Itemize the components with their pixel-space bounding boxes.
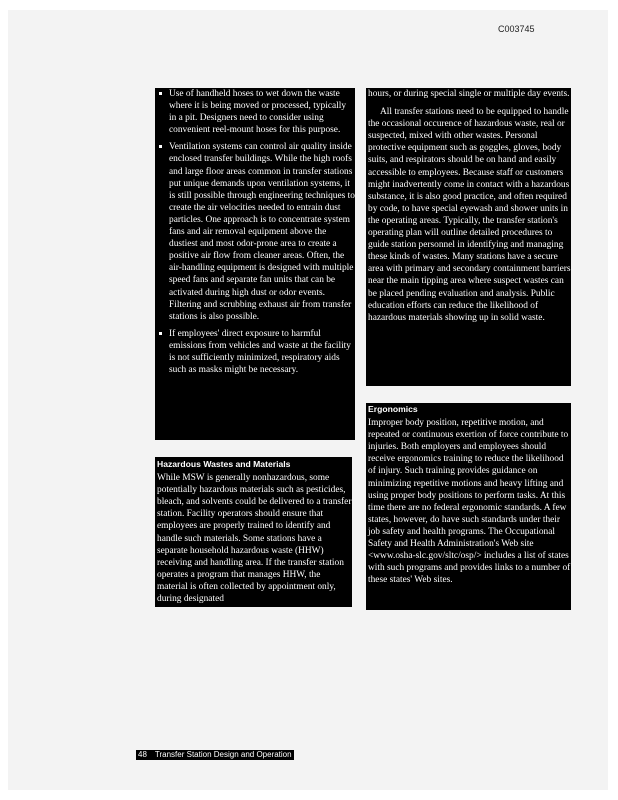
- protective-equipment-paragraph: All transfer stations need to be equipped to handle the occasional occurence of hazardous waste, real or suspected, mixed with other wastes. Personal protective equipment such as goggles, gloves, body suits, and respirators should be on hand and easily accessible to employees. Because staff or customers might inadvertently come in contact with a hazardous substance, it is also good practice, and often required by code, to have special eyewash and shower units in the operating areas. Typically, the transfer station's operating plan will outline detailed procedures to guide station personnel in identifying and managing these kinds of wastes. Many stations have a secure area with primary and secondary containment barriers near the main tipping area where suspect wastes can be placed pending evaluation and analysis. Public education efforts can reduce the likelihood of hazardous materials showing up in solid waste.: [368, 107, 571, 323]
- bullet-item-respiratory: If employees' direct exposure to harmful emissions from vehicles and waste at the facility is not sufficiently minimized, respiratory aids such as masks might be necessary.: [155, 328, 355, 376]
- bullet-item-hoses: Use of handheld hoses to wet down the waste where it is being moved or processed, typically in a pit. Designers need to consider using convenient reel-mount hoses for this purpose.: [155, 88, 355, 136]
- left-column-bullets: [155, 88, 355, 440]
- bullet-item-ventilation: Ventilation systems can control air quality inside enclosed transfer buildings. While the high roofs and large floor areas common in transfer stations put unique demands upon ventilation systems, it is still possible through engineering techniques to create the air velocities needed to entrain dust particles. One approach is to concentrate system fans and air removal equipment above the dustiest and most odor-prone area to create a positive air flow from cleaner areas. Often, the air-handling equipment is designed with multiple speed fans and separate fan units that can be activated during high dust or odor events. Filtering and scrubbing exhaust air from transfer stations is also possible.: [155, 141, 355, 322]
- hazardous-wastes-section: [155, 457, 352, 607]
- continuation-paragraph: hours, or during special single or multiple day events.: [368, 89, 570, 99]
- right-column-continued: [366, 88, 571, 386]
- footer-title: Transfer Station Design and Operation: [154, 750, 292, 759]
- ergonomics-paragraph: Improper body position, repetitive motion, and repeated or continuous exertion of force contribute to injuries. Both employers and employees should receive ergonomics training to reduce the likelihood of injury. Such training provides guidance on minimizing repetitive motions and heavy lifting and using proper body positions to perform tasks. At this time there are no federal ergonomic standards. A few states, however, do have such standards under their job safety and health programs. The Occupational Safety and Health Administration's Web site <www.osha-slc.gov/sltc/osp/> includes a list of states with such programs and provides links to a number of these states' Web sites.: [368, 418, 571, 586]
- ergonomics-section: [366, 403, 571, 610]
- hazardous-heading: Hazardous Wastes and Materials: [157, 459, 291, 469]
- hazardous-paragraph: While MSW is generally nonhazardous, some potentially hazardous materials such as pesticides, bleach, and solvents could be delivered to a transfer station. Facility operators should ensure that employees are properly trained to identify and handle such materials. Some stations have a separate household hazardous waste (HHW) receiving and handling area. If the transfer station operates a program that manages HHW, the material is often collected by appointment only, during designated: [157, 473, 352, 605]
- ergonomics-heading: Ergonomics: [368, 404, 418, 414]
- page-footer: [136, 750, 294, 760]
- page-number: 48: [138, 750, 147, 759]
- document-id: C003745: [498, 24, 535, 34]
- bullet-list: [155, 88, 355, 376]
